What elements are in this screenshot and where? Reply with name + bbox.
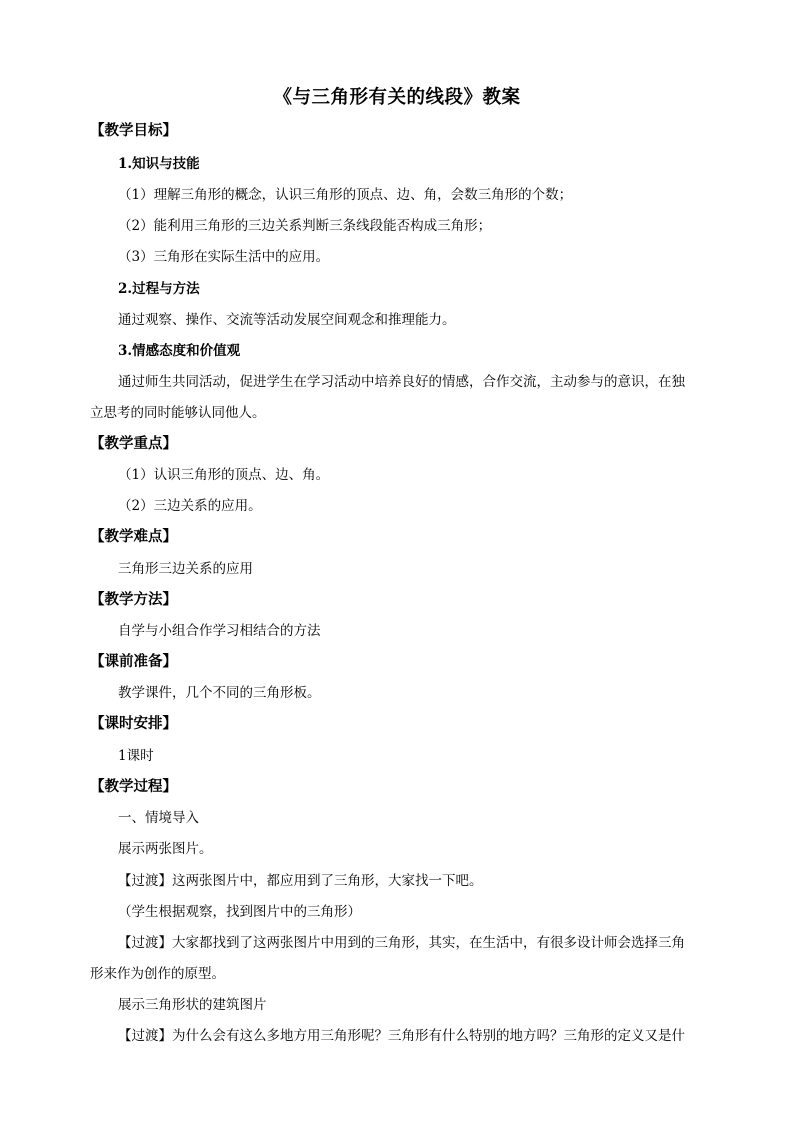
- procedure-line-continuation: 形来作为创作的原型。: [90, 966, 225, 982]
- section-heading-key-points: 【教学重点】: [90, 435, 177, 452]
- list-item: （1）理解三角形的概念，认识三角形的顶点、边、角，会数三角形的个数；: [118, 187, 573, 203]
- subheading-knowledge: 1.知识与技能: [118, 156, 200, 172]
- paragraph: 通过师生共同活动，促进学生在学习活动中培养良好的情感，合作交流，主动参与的意识，在独: [118, 374, 685, 390]
- paragraph: 教学课件，几个不同的三角形板。: [118, 685, 321, 701]
- list-item: （2）三边关系的应用。: [118, 498, 262, 514]
- procedure-line: 展示三角形状的建筑图片: [118, 997, 267, 1013]
- procedure-line: 一、情境导入: [118, 810, 199, 826]
- paragraph: 三角形三边关系的应用: [118, 561, 253, 577]
- procedure-line: 【过渡】为什么会有这么多地方用三角形呢？三角形有什么特别的地方吗？三角形的定义又是什: [118, 1028, 685, 1044]
- section-heading-procedure: 【教学过程】: [90, 778, 177, 795]
- procedure-line: 【过渡】这两张图片中，都应用到了三角形，大家找一下吧。: [118, 873, 483, 889]
- list-item: （1）认识三角形的顶点、边、角。: [118, 467, 330, 483]
- section-heading-objectives: 【教学目标】: [90, 122, 177, 139]
- subheading-process: 2.过程与方法: [118, 281, 200, 297]
- list-item: （2）能利用三角形的三边关系判断三条线段能否构成三角形；: [118, 218, 492, 234]
- procedure-line: （学生根据观察，找到图片中的三角形）: [118, 904, 361, 920]
- paragraph: 1课时: [118, 748, 154, 764]
- list-item: （3）三角形在实际生活中的应用。: [118, 249, 330, 265]
- procedure-line: 展示两张图片。: [118, 841, 213, 857]
- section-heading-preparation: 【课前准备】: [90, 653, 177, 670]
- section-heading-schedule: 【课时安排】: [90, 715, 177, 732]
- paragraph-continuation: 立思考的同时能够认同他人。: [90, 405, 266, 421]
- document-title: 《与三角形有关的线段》教案: [273, 87, 521, 108]
- paragraph: 自学与小组合作学习相结合的方法: [118, 623, 321, 639]
- section-heading-difficulties: 【教学难点】: [90, 528, 177, 545]
- subheading-emotion: 3.情感态度和价值观: [118, 343, 241, 359]
- procedure-line: 【过渡】大家都找到了这两张图片中用到的三角形，其实，在生活中，有很多设计师会选择三角: [118, 935, 685, 951]
- paragraph: 通过观察、操作、交流等活动发展空间观念和推理能力。: [118, 312, 456, 328]
- section-heading-methods: 【教学方法】: [90, 591, 177, 608]
